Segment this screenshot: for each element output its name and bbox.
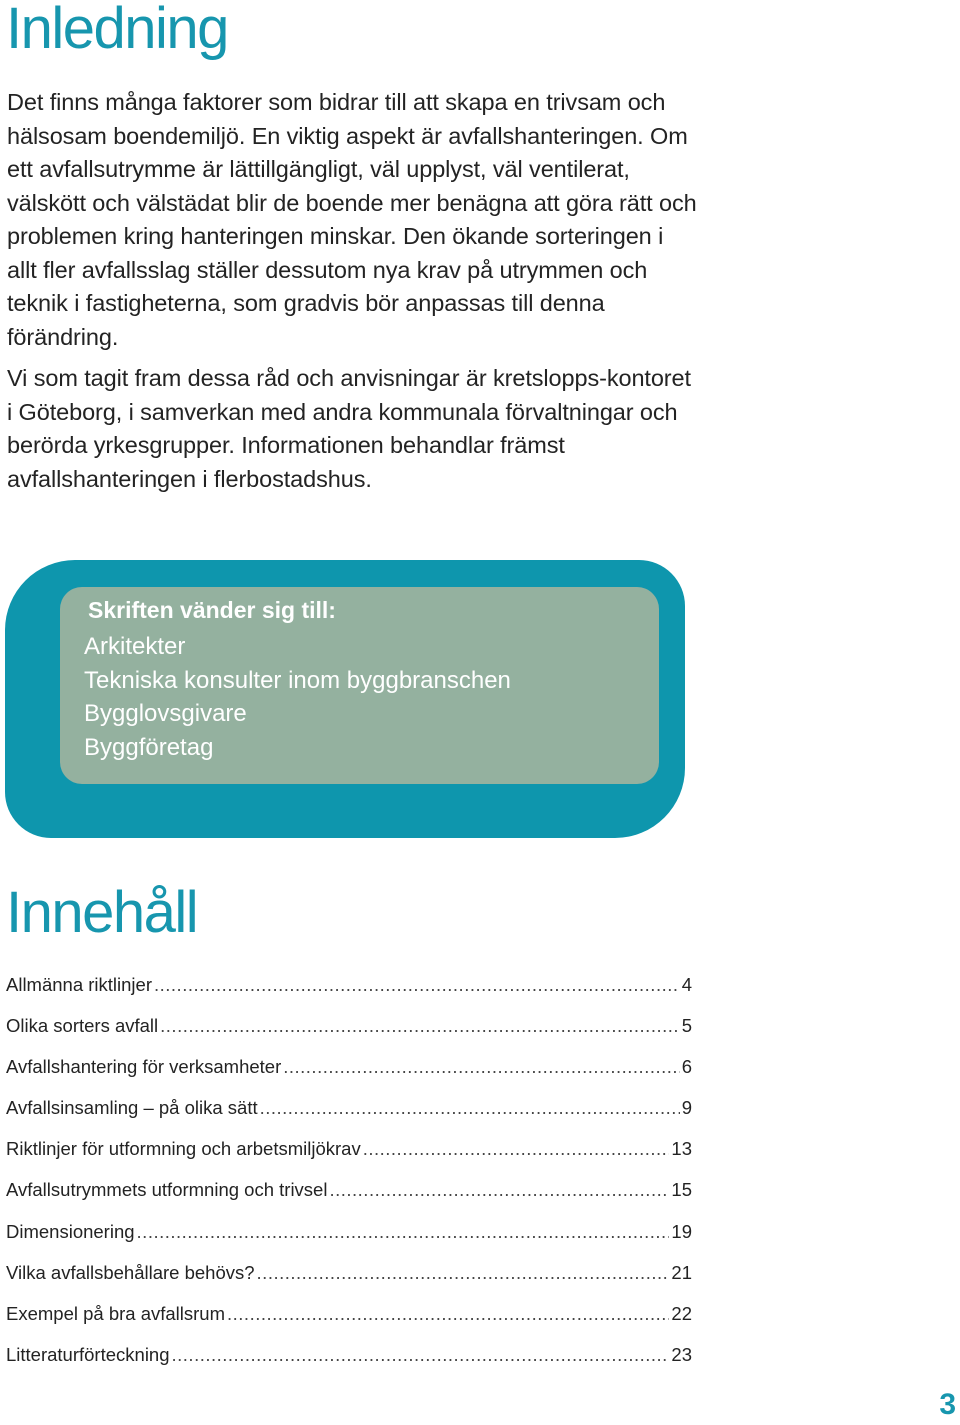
audience-item: Tekniska konsulter inom byggbranschen	[84, 666, 511, 694]
toc-entry-title: Avfallsinsamling – på olika sätt	[6, 1097, 258, 1119]
toc-leader-dots	[137, 1221, 670, 1243]
toc-entry-title: Riktlinjer för utformning och arbetsmiljökrav	[6, 1138, 361, 1160]
toc-entry[interactable]	[6, 1138, 692, 1179]
toc-entry[interactable]	[6, 1056, 692, 1097]
toc-entry-title: Litteraturförteckning	[6, 1343, 170, 1365]
toc-entry-page: 22	[671, 1302, 692, 1324]
toc-entry[interactable]	[6, 974, 692, 1015]
toc-leader-dots	[260, 1097, 680, 1119]
toc-leader-dots	[227, 1303, 669, 1325]
toc-heading: Innehåll	[6, 880, 198, 945]
toc-entry-title: Dimensionering	[6, 1220, 135, 1242]
toc-leader-dots	[154, 974, 680, 996]
toc-leader-dots	[363, 1138, 670, 1160]
toc-leader-dots	[329, 1179, 669, 1201]
intro-heading: Inledning	[6, 0, 228, 61]
toc-entry-title: Avfallsutrymmets utformning och trivsel	[6, 1179, 328, 1201]
toc-entry-page: 6	[681, 1056, 692, 1078]
toc-leader-dots	[172, 1344, 670, 1366]
audience-item: Arkitekter	[84, 633, 186, 660]
toc-entry[interactable]	[6, 1303, 692, 1344]
toc-leader-dots	[257, 1262, 670, 1284]
toc-entry-page: 23	[671, 1343, 692, 1365]
intro-paragraph: Det finns många faktorer som bidrar till att skapa en trivsam och hälsosam boendemiljö. En viktig aspekt är avfallshanteringen. Om ett avfallsutrymme är lättillgängligt, väl upplyst, väl ventilerat, välskött och välstädat blir de boende mer benägna att göra rätt och problemen kring hanteringen minskar. Den ökande sorteringen i allt fler avfallsslag ställer dessutom nya krav på utrymmen och teknik i fastigheterna, som gradvis bör anpassas till denna förändring.	[7, 89, 697, 350]
toc-entry-page: 13	[671, 1138, 692, 1160]
toc-entry-title: Olika sorters avfall	[6, 1015, 159, 1037]
intro-text	[7, 86, 697, 504]
toc-entry-page: 5	[681, 1015, 692, 1037]
toc-entry-page: 15	[671, 1179, 692, 1201]
audience-item: Byggföretag	[84, 733, 214, 761]
toc-entry[interactable]	[6, 1344, 692, 1385]
toc-entry-title: Exempel på bra avfallsrum	[6, 1302, 226, 1324]
toc-entry-page: 21	[671, 1261, 692, 1283]
audience-item: Bygglovsgivare	[84, 700, 247, 727]
audience-list	[84, 630, 511, 764]
toc-entry-title: Vilka avfallsbehållare behövs?	[6, 1261, 255, 1283]
toc-entry[interactable]	[6, 1262, 692, 1303]
page-number: 3	[939, 1388, 956, 1421]
table-of-contents	[6, 974, 692, 1385]
toc-entry[interactable]	[6, 1015, 692, 1056]
toc-entry-page: 9	[681, 1097, 692, 1119]
intro-paragraph: Vi som tagit fram dessa råd och anvisningar är kretslopps-kontoret i Göteborg, i samverkan med andra kommunala förvaltningar och berörda yrkesgrupper. Informationen behandlar främst avfallshanteringen i flerbostadshus.	[7, 365, 691, 492]
toc-leader-dots	[283, 1056, 679, 1078]
toc-entry-title: Avfallshantering för verksamheter	[6, 1056, 282, 1078]
audience-title: Skriften vänder sig till:	[88, 597, 336, 623]
toc-entry-title: Allmänna riktlinjer	[6, 974, 152, 995]
toc-entry[interactable]	[6, 1097, 692, 1138]
toc-leader-dots	[160, 1015, 680, 1037]
toc-entry-page: 4	[681, 974, 692, 995]
toc-entry[interactable]	[6, 1221, 692, 1262]
toc-entry-page: 19	[671, 1220, 692, 1242]
toc-entry[interactable]	[6, 1179, 692, 1220]
